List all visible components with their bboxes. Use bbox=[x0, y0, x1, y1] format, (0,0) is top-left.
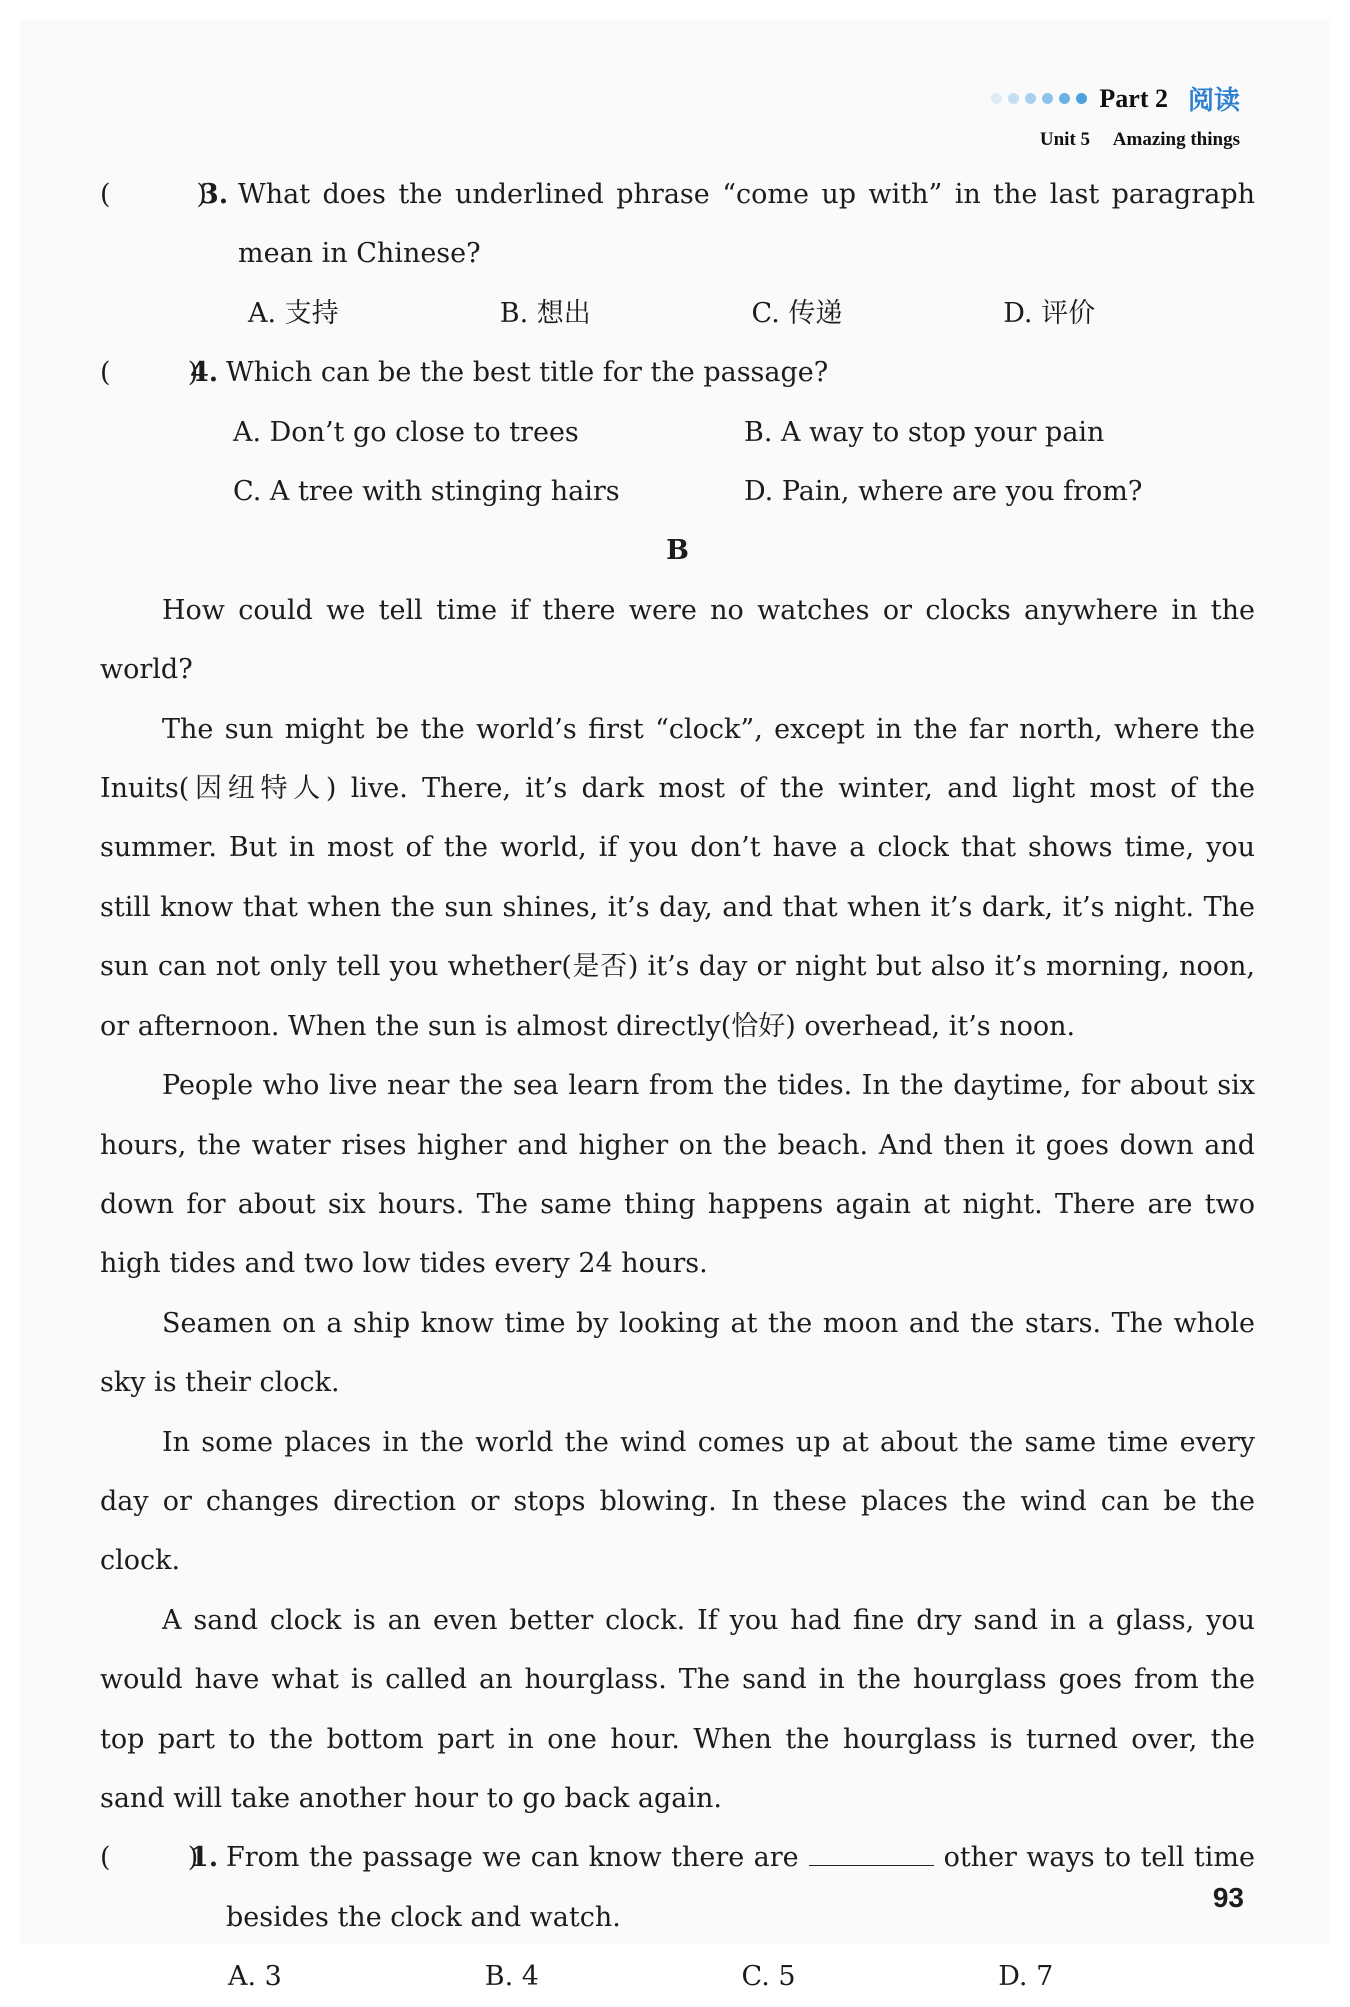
question-1 bbox=[100, 1828, 1255, 1947]
unit-title: Amazing things bbox=[1112, 129, 1240, 150]
option-b: B. A way to stop your pain bbox=[744, 416, 1105, 448]
dot-icon bbox=[1008, 93, 1019, 104]
section-title: B bbox=[666, 535, 689, 567]
question-text-start: From the passage we can know there are bbox=[226, 1842, 799, 1874]
textbook-page bbox=[20, 20, 1330, 1993]
page-number: 93 bbox=[1212, 1882, 1244, 1913]
dot-icon bbox=[991, 93, 1002, 104]
answer-parentheses[interactable]: ( ) bbox=[100, 179, 207, 210]
option-a: A. 支持 bbox=[248, 297, 339, 329]
unit-line bbox=[991, 129, 1240, 151]
question-number: 3. bbox=[200, 179, 229, 210]
dot-icon bbox=[1042, 93, 1053, 104]
answer-parentheses[interactable]: ( ) bbox=[100, 357, 199, 389]
passage-paragraph: The sun might be the world’s first “clock”, except in the far north, where the Inuits(因纽特人) live. There, it’s dark most of the winter, and light most of the summer. But in most of the world, if you don’t have a clock that shows time, you still know that when the sun shines, it’s day, and that when it’s dark, it’s night. The sun can not only tell you whether(是否) it’s day or night but also it’s morning, noon, or afternoon. When the sun is almost directly(恰好) overhead, it’s noon. bbox=[100, 713, 1255, 1042]
option-d: D. 7 bbox=[998, 1961, 1054, 1993]
question-text-end: other ways to tell time besides the clock and watch. bbox=[226, 1842, 1255, 1933]
passage-paragraph: Seamen on a ship know time by looking at the moon and the stars. The whole sky is their clock. bbox=[100, 1307, 1255, 1399]
option-c: C. A tree with stinging hairs bbox=[233, 476, 620, 508]
passage-paragraph: People who live near the sea learn from the tides. In the daytime, for about six hours, the water rises higher and higher on the beach. And then it goes down and down for about six hours. The same thing happens again at night. There are two high tides and two low tides every 24 hours. bbox=[100, 1070, 1255, 1280]
question-3 bbox=[100, 165, 1255, 284]
page-content bbox=[100, 165, 1255, 2007]
option-d: D. Pain, where are you from? bbox=[744, 476, 1143, 508]
passage-paragraph: In some places in the world the wind comes up at about the same time every day or changes direction or stops blowing. In these places the wind can be the clock. bbox=[100, 1426, 1255, 1577]
option-b: B. 想出 bbox=[499, 297, 591, 329]
question-4 bbox=[100, 343, 1255, 402]
page-header bbox=[991, 80, 1240, 151]
answer-blank[interactable] bbox=[809, 1843, 934, 1866]
dot-icon bbox=[1025, 93, 1036, 104]
question-text bbox=[226, 1828, 1255, 1947]
option-c: C. 5 bbox=[741, 1961, 796, 1993]
question-3-options bbox=[100, 284, 1255, 343]
decorative-dots bbox=[991, 93, 1087, 104]
passage-paragraph: A sand clock is an even better clock. If you had fine dry sand in a glass, you would have what is called an hourglass. The sand in the hourglass goes from the top part to the bottom part in one hour. When the hourglass is turned over, the sand will take another hour to go back again. bbox=[100, 1604, 1255, 1814]
dot-icon bbox=[1059, 93, 1070, 104]
answer-parentheses[interactable]: ( ) bbox=[100, 1842, 199, 1874]
unit-label: Unit 5 bbox=[1039, 129, 1091, 150]
header-top-row bbox=[991, 80, 1240, 117]
option-d: D. 评价 bbox=[1003, 297, 1096, 329]
question-number: 4. bbox=[190, 357, 219, 389]
option-c: C. 传递 bbox=[751, 297, 843, 329]
question-number: 1. bbox=[190, 1842, 219, 1874]
question-1-options bbox=[100, 1947, 1255, 2006]
option-a: A. 3 bbox=[228, 1961, 282, 1993]
question-text: Which can be the best title for the passage? bbox=[226, 357, 829, 389]
option-a: A. Don’t go close to trees bbox=[233, 416, 579, 448]
dot-icon bbox=[1076, 93, 1087, 104]
option-b: B. 4 bbox=[484, 1961, 539, 1993]
question-text: What does the underlined phrase “come up with” in the last paragraph mean in Chinese? bbox=[238, 179, 1255, 270]
passage-paragraph: How could we tell time if there were no watches or clocks anywhere in the world? bbox=[100, 594, 1255, 686]
part-chinese-title: 阅读 bbox=[1187, 86, 1240, 116]
part-label: Part 2 bbox=[1099, 83, 1168, 113]
question-4-options bbox=[100, 403, 1255, 522]
